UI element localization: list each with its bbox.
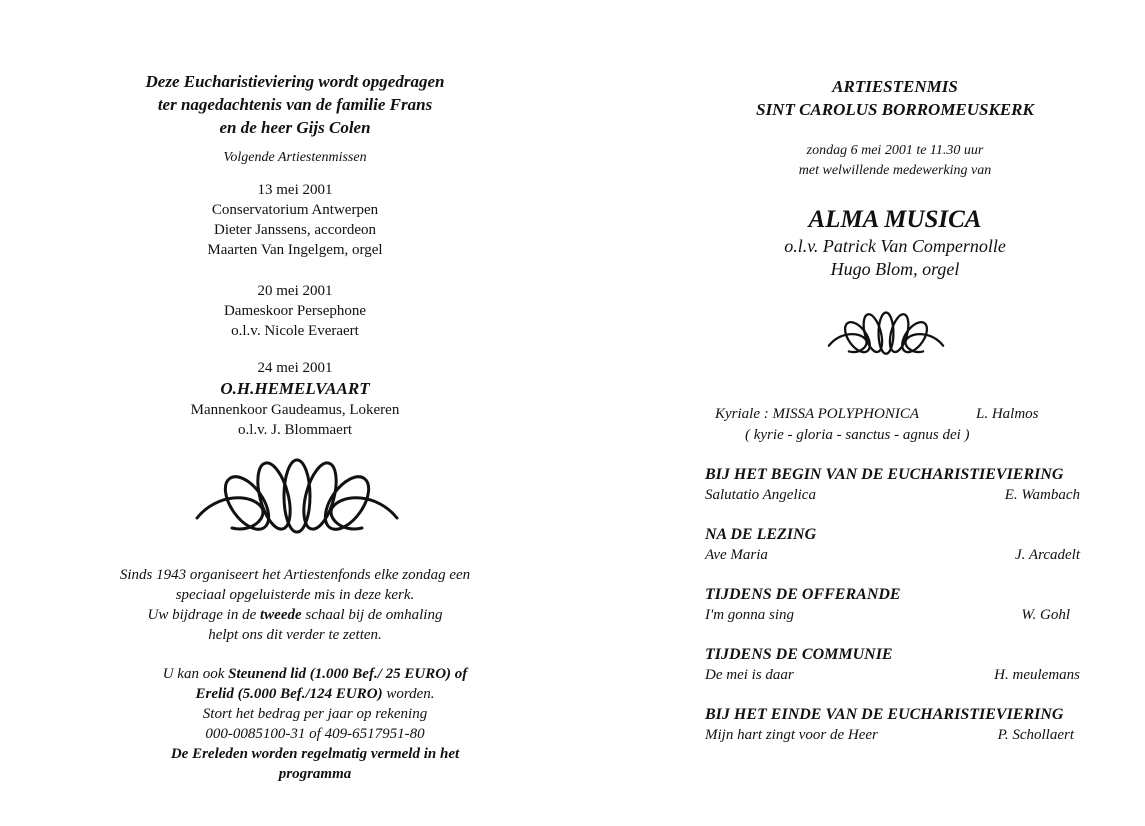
event-line: Dieter Janssens, accordeon bbox=[213, 222, 377, 238]
ornament-scallop-icon bbox=[826, 310, 946, 370]
piece-composer: P. Schollaert bbox=[997, 727, 1074, 743]
kyriale-composer: L. Halmos bbox=[976, 406, 1039, 422]
dedication-line: Deze Eucharistieviering wordt opgedragen bbox=[145, 72, 445, 91]
piece-composer: H. meulemans bbox=[994, 667, 1080, 683]
piece-title: Ave Maria bbox=[705, 547, 768, 563]
dedication bbox=[60, 70, 530, 139]
account-numbers: 000-0085100-31 of 409-6517951-80 bbox=[205, 726, 425, 742]
program-section bbox=[705, 705, 1080, 745]
section-heading: TIJDENS DE COMMUNIE bbox=[705, 646, 893, 663]
piece-composer: W. Gohl bbox=[1021, 607, 1070, 623]
program-item bbox=[705, 725, 1080, 745]
fund-emphasis: tweede bbox=[260, 607, 302, 623]
title-line: ARTIESTENMIS bbox=[832, 77, 958, 96]
next-masses-title: Volgende Artiestenmissen bbox=[223, 150, 367, 165]
section-heading: NA DE LEZING bbox=[705, 526, 817, 543]
event-line: Mannenkoor Gaudeamus, Lokeren bbox=[190, 402, 400, 418]
piece-title: Mijn hart zingt voor de Heer bbox=[705, 727, 878, 743]
program-item bbox=[705, 665, 1080, 685]
event-entry bbox=[60, 180, 530, 260]
section-heading: BIJ HET EINDE VAN DE EUCHARISTIEVIERING bbox=[705, 706, 1064, 723]
program-item bbox=[705, 485, 1080, 505]
support-line: De Ereleden worden regelmatig vermeld in het bbox=[170, 746, 460, 762]
support-emphasis: Erelid (5.000 Bef./124 EURO) bbox=[195, 686, 383, 702]
event-date: 13 mei 2001 bbox=[257, 182, 333, 198]
event-feast-title: O.H.HEMELVAART bbox=[220, 379, 370, 398]
conductor: o.l.v. Patrick Van Compernolle bbox=[784, 236, 1006, 256]
mass-date bbox=[690, 141, 1100, 181]
support-line: programma bbox=[278, 766, 352, 782]
title-line: SINT CAROLUS BORROMEUSKERK bbox=[756, 100, 1034, 119]
support-line: Stort het bedrag per jaar op rekening bbox=[202, 706, 428, 722]
program-section bbox=[705, 465, 1080, 505]
fund-text: Uw bijdrage in de bbox=[147, 607, 260, 623]
performers bbox=[690, 205, 1100, 281]
fund-line bbox=[60, 605, 530, 625]
artists-fund-text bbox=[60, 565, 530, 645]
organist: Hugo Blom, orgel bbox=[830, 259, 960, 279]
event-line: o.l.v. Nicole Everaert bbox=[231, 323, 359, 339]
fund-text: schaal bij de omhaling bbox=[301, 607, 443, 623]
support-line bbox=[60, 684, 570, 704]
kyriale-work: Kyriale : MISSA POLYPHONICA bbox=[715, 406, 919, 422]
event-entry bbox=[60, 281, 530, 341]
piece-title: Salutatio Angelica bbox=[705, 487, 816, 503]
piece-composer: J. Arcadelt bbox=[1015, 547, 1080, 563]
piece-composer: E. Wambach bbox=[1004, 487, 1080, 503]
dedication-line: ter nagedachtenis van de familie Frans bbox=[157, 95, 433, 114]
fund-line: helpt ons dit verder te zetten. bbox=[208, 627, 382, 643]
program-section bbox=[705, 585, 1080, 625]
ornament-scallop-icon bbox=[192, 458, 402, 558]
event-line: o.l.v. J. Blommaert bbox=[237, 422, 353, 438]
dedication-line: en de heer Gijs Colen bbox=[219, 118, 371, 137]
section-heading: TIJDENS DE OFFERANDE bbox=[705, 586, 901, 603]
date-text: zondag 6 mei 2001 te 11.30 uur bbox=[806, 143, 984, 158]
kyriale-parts: ( kyrie - gloria - sanctus - agnus dei ) bbox=[745, 427, 970, 443]
cooperation-text: met welwillende medewerking van bbox=[798, 163, 992, 178]
section-heading: BIJ HET BEGIN VAN DE EUCHARISTIEVIERING bbox=[705, 466, 1064, 483]
event-line: Dameskoor Persephone bbox=[223, 303, 367, 319]
event-entry bbox=[60, 358, 530, 440]
support-text: U kan ook bbox=[162, 666, 229, 682]
support-line bbox=[60, 664, 570, 684]
program-section bbox=[705, 525, 1080, 565]
fund-line: Sinds 1943 organiseert het Artiestenfonds elke zondag een bbox=[119, 567, 471, 583]
event-line: Conservatorium Antwerpen bbox=[211, 202, 379, 218]
event-line: Maarten Van Ingelgem, orgel bbox=[207, 242, 383, 258]
program-item bbox=[705, 605, 1080, 625]
event-date: 24 mei 2001 bbox=[257, 360, 333, 376]
choir-name: ALMA MUSICA bbox=[808, 206, 982, 233]
fund-line: speciaal opgeluisterde mis in deze kerk. bbox=[175, 587, 415, 603]
program-section bbox=[705, 645, 1080, 685]
piece-title: I'm gonna sing bbox=[705, 607, 795, 623]
support-emphasis: Steunend lid (1.000 Bef./ 25 EURO) of bbox=[228, 666, 468, 682]
program-item bbox=[705, 545, 1080, 565]
event-date: 20 mei 2001 bbox=[257, 283, 333, 299]
piece-title: De mei is daar bbox=[705, 667, 794, 683]
mass-title bbox=[690, 75, 1100, 121]
support-text: worden. bbox=[382, 686, 435, 702]
membership-text bbox=[60, 664, 570, 784]
